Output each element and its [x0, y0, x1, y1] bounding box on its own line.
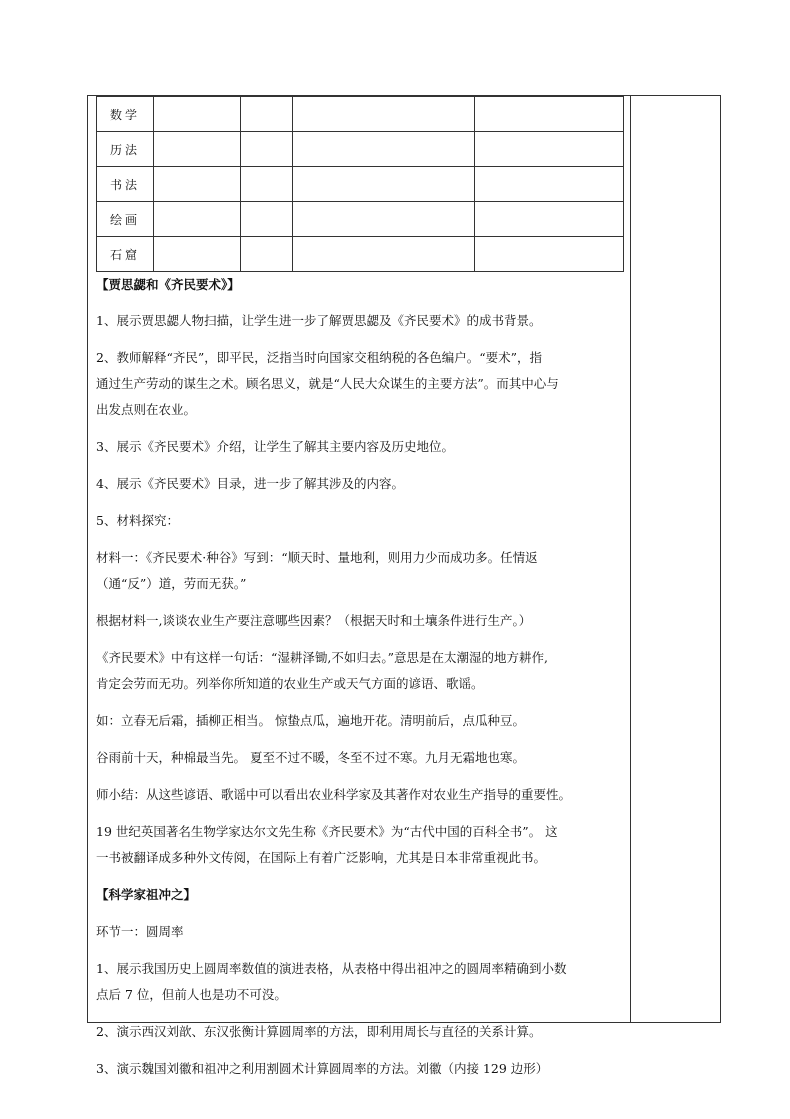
main-column: [88, 96, 630, 1076]
paragraph: 点后 7 位，但前人也是功不可没。: [96, 987, 287, 1002]
subject-cell: 数学: [97, 97, 154, 132]
paragraph: 通过生产劳动的谋生之术。顾名思义，就是“人民大众谋生的主要方法”。而其中心与: [96, 376, 559, 391]
paragraph: 环节一：圆周率: [96, 924, 184, 939]
section-heading-zu: 【科学家祖冲之】: [96, 887, 197, 902]
paragraph: 3、展示《齐民要术》介绍，让学生了解其主要内容及历史地位。: [96, 439, 454, 454]
paragraph: 1、展示贾思勰人物扫描，让学生进一步了解贾思勰及《齐民要术》的成书背景。: [96, 313, 542, 328]
subject-cell: 书法: [97, 167, 154, 202]
paragraph: 1、展示我国历史上圆周率数值的演进表格，从表格中得出祖冲之的圆周率精确到小数: [96, 961, 567, 976]
paragraph: 《齐民要术》中有这样一句话：“湿耕泽锄,不如归去。”意思是在太潮湿的地方耕作,: [96, 650, 548, 665]
paragraph: 3、演示魏国刘徽和祖冲之利用割圆术计算圆周率的方法。刘徽（内接 129 边形）: [96, 1061, 549, 1076]
section-heading-jia: 【贾思勰和《齐民要术》】: [96, 277, 240, 292]
paragraph: 肯定会劳而无功。列举你所知道的农业生产或天气方面的谚语、歌谣。: [96, 676, 484, 691]
subject-cell: 历法: [97, 132, 154, 167]
subject-cell: 石窟: [97, 237, 154, 272]
paragraph: 19 世纪英国著名生物学家达尔文先生称《齐民要术》为“古代中国的百科全书”。 这: [96, 824, 558, 839]
paragraph: 材料一：《齐民要术·种谷》写到：“顺天时、量地利，则用力少而成功多。任情返: [96, 550, 538, 565]
lesson-plan-table: [87, 95, 721, 1076]
paragraph: 师小结：从这些谚语、歌谣中可以看出农业科学家及其著作对农业生产指导的重要性。: [96, 787, 572, 802]
paragraph: 如：立春无后霜，插柳正相当。 惊蛰点瓜，遍地开花。清明前后，点瓜种豆。: [96, 713, 525, 728]
table-row: [97, 132, 624, 167]
paragraph: 一书被翻译成多种外文传阅，在国际上有着广泛影响，尤其是日本非常重视此书。: [96, 850, 547, 865]
subject-cell: 绘画: [97, 202, 154, 237]
table-row: [97, 97, 624, 132]
paragraph: 出发点则在农业。: [96, 402, 197, 417]
subject-table: [96, 96, 624, 272]
paragraph: （通“反”）道，劳而无获。”: [96, 576, 247, 591]
paragraph: 4、展示《齐民要术》目录，进一步了解其涉及的内容。: [96, 476, 404, 491]
paragraph: 2、教师解释“齐民”，即平民，泛指当时向国家交租纳税的各色编户。“要术”，指: [96, 350, 543, 365]
table-row: [97, 167, 624, 202]
notes-column-divider: [630, 96, 631, 1022]
table-row: [97, 237, 624, 272]
paragraph: 2、演示西汉刘歆、东汉张衡计算圆周率的方法，即利用周长与直径的关系计算。: [96, 1024, 542, 1039]
paragraph: 5、材料探究：: [96, 513, 179, 528]
table-row: [97, 202, 624, 237]
paragraph: 谷雨前十天，种棉最当先。 夏至不过不暖，冬至不过不寒。九月无霜地也寒。: [96, 750, 525, 765]
paragraph: 根据材料一,谈谈农业生产要注意哪些因素？（根据天时和土壤条件进行生产。）: [96, 613, 532, 628]
